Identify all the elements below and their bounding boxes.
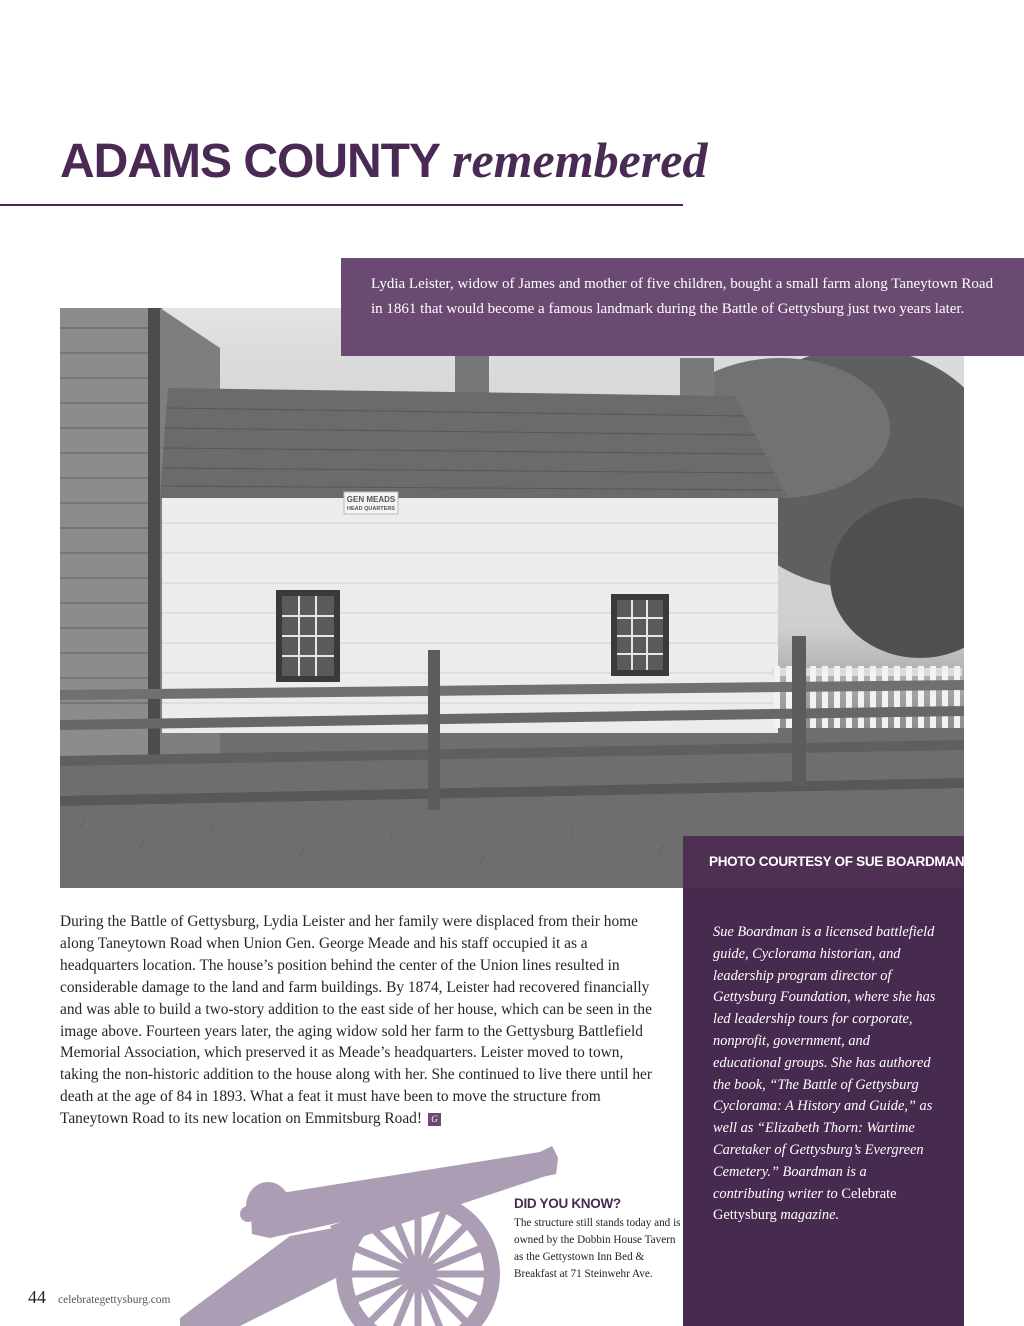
site-url: celebrategettysburg.com bbox=[58, 1294, 171, 1306]
did-you-know-text: The structure still stands today and is owned by the Dobbin House Tavern as the Gettystown Inn Bed & Breakfast at 71 Steinwehr Ave. bbox=[514, 1217, 681, 1280]
photo-credit bbox=[683, 836, 964, 888]
bio-magazine-name: Celebrate Gettysburg bbox=[713, 1185, 897, 1224]
window-left bbox=[276, 590, 340, 682]
photo-credit-text: PHOTO COURTESY OF SUE BOARDMAN bbox=[709, 854, 965, 869]
sign-line-1: GEN MEADS bbox=[346, 495, 396, 504]
bio-text: Sue Boardman is a licensed battlefield guide, Cyclorama historian, and leadership program director of Gettysburg Foundation, where she has led leadership tours for corporate, nonprofit, government, and educational groups. She has authored the book, “The Battle of Gettysburg Cyclorama: A History and Guide,” as well as “Elizabeth Thorn: Wartime Caretaker of Gettysburg’s Evergreen Cemetery.” Boardman is a contributing writer to bbox=[713, 924, 936, 1202]
did-you-know-title: DID YOU KNOW? bbox=[514, 1196, 621, 1211]
article-body bbox=[60, 911, 660, 1130]
photo-illustration bbox=[60, 308, 964, 888]
sign-line-2: HEAD QUARTERS bbox=[347, 506, 395, 512]
page-number: 44 bbox=[28, 1287, 46, 1307]
gettysburg-g-icon: G bbox=[428, 1113, 441, 1126]
bio-magazine-suffix: magazine. bbox=[780, 1207, 840, 1224]
title-script-part: remembered bbox=[452, 132, 708, 188]
author-bio bbox=[683, 888, 964, 1326]
historic-house-photo bbox=[60, 308, 964, 888]
title-rule bbox=[0, 204, 683, 206]
page-footer bbox=[28, 1287, 171, 1308]
title-bold-part: ADAMS COUNTY bbox=[60, 135, 440, 188]
did-you-know-box bbox=[514, 1196, 684, 1283]
intro-text: Lydia Leister, widow of James and mother of five children, bought a small farm along Taneytown Road in 1861 that would become a famous landmark during the Battle of Gettysburg just two years later. bbox=[371, 276, 994, 317]
intro-caption bbox=[341, 258, 1024, 356]
house-roof bbox=[160, 388, 788, 498]
article-paragraph: During the Battle of Gettysburg, Lydia Leister and her family were displaced from their home along Taneytown Road when Union Gen. George Meade and his staff occupied it as a headquarters location. The house’s position behind the center of the Union lines resulted in considerable damage to the land and farm buildings. By 1874, Leister had recovered financially and was able to build a two-story addition to the east side of her house, which can be seen in the image above. Fourteen years later, the aging widow sold her farm to the Gettysburg Battlefield Memorial Association, which preserved it as Meade’s headquarters. Leister moved to town, taking the non-historic addition to the house along with her. She continued to live there until her death at the age of 84 in 1893. What a feat it must have been to move the structure from Taneytown Road to its new location on Emmitsburg Road! bbox=[60, 913, 652, 1128]
window-right bbox=[611, 594, 669, 676]
page-title bbox=[60, 130, 707, 192]
cannon-silhouette-icon bbox=[180, 1140, 570, 1326]
